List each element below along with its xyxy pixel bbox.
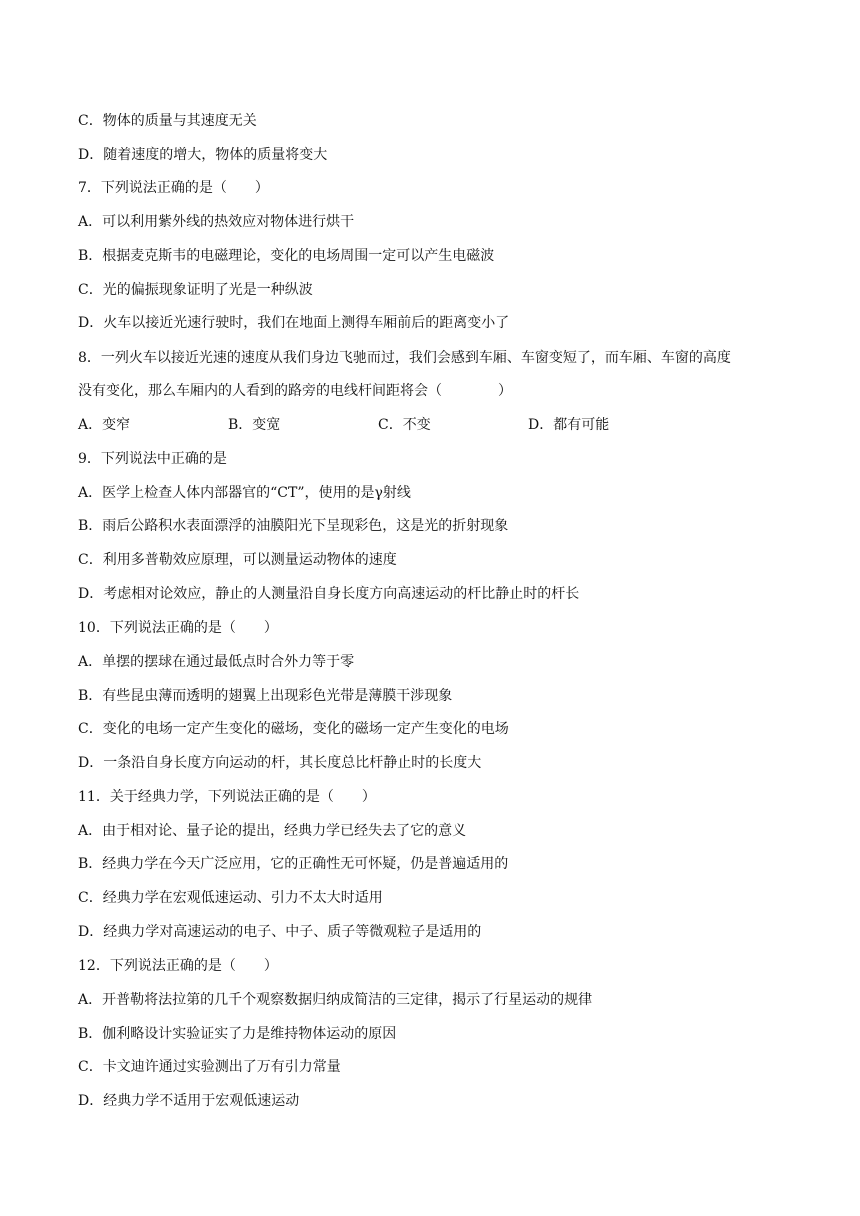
q8-option-a: A．变窄 (78, 417, 131, 433)
q8-option-d: D．都有可能 (528, 417, 610, 433)
q11-option-a: A．由于相对论、量子论的提出，经典力学已经失去了它的意义 (78, 823, 467, 839)
q9-option-c: C．利用多普勒效应原理，可以测量运动物体的速度 (78, 552, 397, 568)
q10-option-c: C．变化的电场一定产生变化的磁场，变化的磁场一定产生变化的电场 (78, 721, 509, 737)
q10-option-b: B．有些昆虫薄而透明的翅翼上出现彩色光带是薄膜干涉现象 (78, 688, 453, 704)
q12-option-b: B．伽利略设计实验证实了力是维持物体运动的原因 (78, 1026, 397, 1042)
q11-option-b: B．经典力学在今天广泛应用，它的正确性无可怀疑，仍是普遍适用的 (78, 856, 509, 872)
q11-option-c: C．经典力学在宏观低速运动、引力不太大时适用 (78, 890, 383, 906)
q7-option-a: A．可以利用紫外线的热效应对物体进行烘干 (78, 214, 355, 230)
q10-option-d: D．一条沿自身长度方向运动的杆，其长度总比杆静止时的长度大 (78, 755, 482, 771)
q11-option-d: D．经典力学对高速运动的电子、中子、质子等微观粒子是适用的 (78, 924, 482, 940)
q8-option-c: C．不变 (378, 417, 431, 433)
q7-option-b: B．根据麦克斯韦的电磁理论，变化的电场周围一定可以产生电磁波 (78, 248, 495, 264)
q6-option-d: D．随着速度的增大，物体的质量将变大 (78, 147, 328, 163)
q9-option-a: A．医学上检查人体内部器官的“CT”，使用的是γ射线 (78, 485, 411, 501)
q10-option-a: A．单摆的摆球在通过最低点时合外力等于零 (78, 654, 355, 670)
q6-option-c: C．物体的质量与其速度无关 (78, 113, 257, 129)
q8-stem-line2: 没有变化，那么车厢内的人看到的路旁的电线杆间距将会（ ） (78, 383, 512, 399)
q8-stem-line1: 8．一列火车以接近光速的速度从我们身边飞驰而过，我们会感到车厢、车窗变短了，而车厢、车窗的高度 (78, 350, 731, 366)
q7-option-c: C．光的偏振现象证明了光是一种纵波 (78, 282, 313, 298)
q10-stem: 10．下列说法正确的是（ ） (78, 620, 278, 636)
q12-option-a: A．开普勒将法拉第的几千个观察数据归纳成简洁的三定律，揭示了行星运动的规律 (78, 992, 593, 1008)
q8-option-b: B．变宽 (228, 417, 281, 433)
q7-stem: 7．下列说法正确的是（ ） (78, 180, 269, 196)
q9-stem: 9．下列说法中正确的是 (78, 451, 227, 467)
q12-option-d: D．经典力学不适用于宏观低速运动 (78, 1093, 300, 1109)
q9-option-d: D．考虑相对论效应，静止的人测量沿自身长度方向高速运动的杆比静止时的杆长 (78, 586, 580, 602)
q11-stem: 11．关于经典力学，下列说法正确的是（ ） (78, 789, 376, 805)
q12-stem: 12．下列说法正确的是（ ） (78, 958, 278, 974)
q7-option-d: D．火车以接近光速行驶时，我们在地面上测得车厢前后的距离变小了 (78, 315, 510, 331)
q12-option-c: C．卡文迪许通过实验测出了万有引力常量 (78, 1059, 341, 1075)
q9-option-b: B．雨后公路积水表面漂浮的油膜阳光下呈现彩色，这是光的折射现象 (78, 518, 509, 534)
